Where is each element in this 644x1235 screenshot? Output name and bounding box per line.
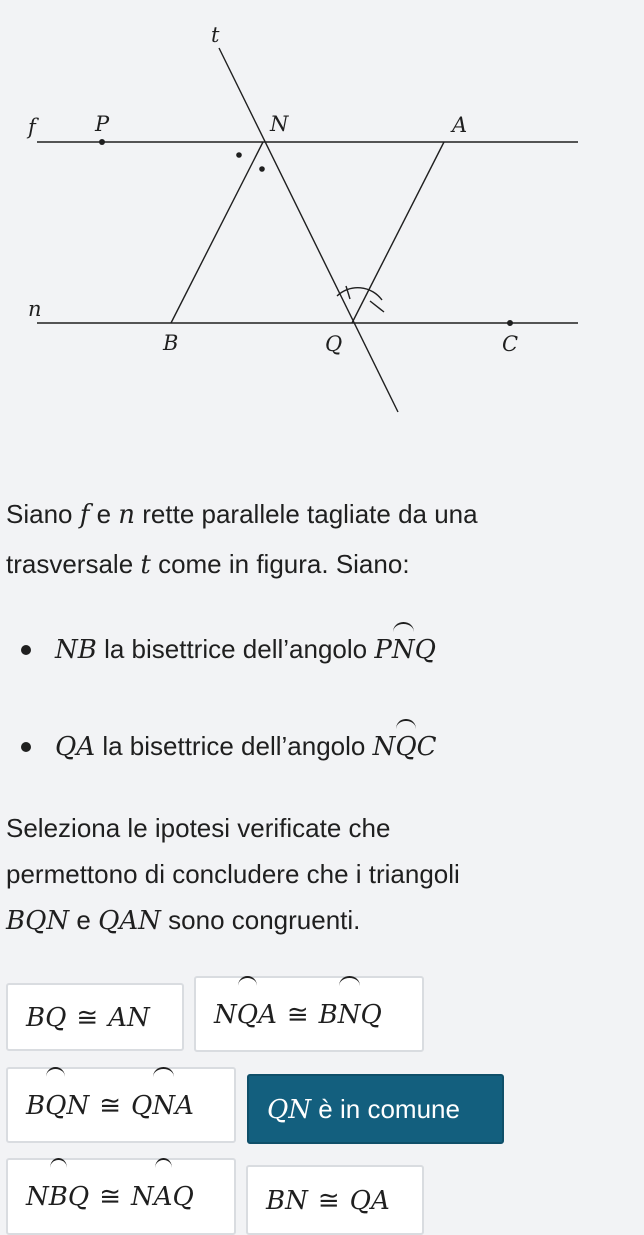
angle-dot-1 [236,152,242,158]
angle-point: Q [130,1091,153,1121]
segment-nb-label: NB [55,635,97,665]
segment-qa-label: QA [55,732,96,762]
angle-point: Q [67,1182,90,1212]
angle-vertex: Q [237,979,258,1051]
math-f: f [79,500,90,530]
option-bq-an[interactable] [6,983,184,1051]
angle-point: P [374,635,392,665]
angle-arc-q [337,288,382,300]
option-nbq-naq[interactable] [6,1158,236,1235]
geometry-figure [0,0,644,440]
label-q: Q [325,332,343,356]
angle-tick-2 [370,301,384,312]
list-item [0,624,644,674]
bisector-text: la bisettrice dell’angolo [96,634,375,664]
angle-tick-1 [346,286,350,299]
angle-point: N [130,1182,154,1212]
list-item [0,721,644,771]
intro-text-3: rette parallele tagliate da una [135,499,478,529]
angle-vertex: A [154,1161,173,1234]
intro-text-1: Siano [6,499,80,529]
intro-text-4: trasversale [6,549,141,579]
option-nqa-bnq[interactable] [194,976,424,1052]
angle-point: Q [172,1182,194,1212]
angle-point: B [26,1091,46,1121]
intro-text-2: e [89,499,119,529]
congruent-symbol: ≅ [317,1186,340,1216]
question-line-3 [6,897,636,944]
angle-nqc [373,732,437,762]
question-line-1: Seleziona le ipotesi verificate che [6,813,391,843]
angle-point: B [318,1000,338,1030]
line-t [219,48,398,412]
label-a: A [452,113,468,137]
label-p: P [95,112,110,136]
option-right: QA [349,1186,390,1216]
segment-nb [171,142,263,323]
option-left [214,1000,277,1030]
angle-vertex: Q [45,1070,66,1142]
math-n: n [118,500,136,530]
segment-qa [352,142,444,323]
angle-point: C [416,732,437,762]
angle-vertex: N [392,625,415,675]
label-n-point: N [270,112,289,136]
point-p [99,139,105,145]
congruent-symbol: ≅ [99,1091,121,1121]
angle-point: N [26,1182,49,1212]
bullet-dot [21,645,31,655]
segment-qn-label: QN [267,1095,312,1125]
angle-vertex: N [152,1070,175,1142]
option-right [319,1000,382,1030]
question-text-end: sono congruenti. [160,905,361,935]
angle-vertex: N [338,979,361,1051]
option-left [26,1091,89,1121]
label-n: n [28,297,42,321]
bisector-text: la bisettrice dell’angolo [95,731,373,761]
congruent-symbol: ≅ [99,1182,121,1212]
label-b: B [163,331,179,355]
label-c: C [502,332,519,356]
angle-point: N [372,732,396,762]
angle-pnq [374,635,436,665]
angle-point: N [66,1091,90,1121]
angle-vertex: B [49,1161,68,1234]
question-line-2: permettono di concludere che i triangoli [6,859,460,889]
list-item-text [55,721,437,772]
question-text [6,805,636,944]
congruent-symbol: ≅ [286,1000,309,1030]
intro-text-5: come in figura. Siano: [150,549,410,579]
option-right [131,1091,194,1121]
label-f: f [28,115,36,139]
math-t: t [140,550,151,580]
triangle-qan: QAN [98,906,161,936]
congruent-symbol: ≅ [76,1003,99,1033]
angle-point: A [175,1091,194,1121]
option-right: AN [108,1003,150,1033]
option-text: è in comune [311,1094,460,1124]
option-bn-qa[interactable] [246,1165,424,1235]
option-qn-in-comune[interactable] [247,1074,504,1144]
intro-text [6,490,636,590]
angle-point: Q [360,1000,382,1030]
option-right [131,1182,194,1212]
angle-dot-2 [259,166,265,172]
angle-vertex: Q [395,722,416,772]
intro-line-1 [6,490,636,540]
point-c [507,320,513,326]
option-left [26,1182,89,1212]
bullet-dot [21,742,31,752]
option-left: BN [266,1186,308,1216]
angle-point: A [258,1000,277,1030]
question-text-and: e [69,905,99,935]
label-t: t [211,23,220,47]
triangle-bqn: BQN [6,906,70,936]
list-item-text [55,624,436,675]
option-left: BQ [26,1003,67,1033]
angle-point: Q [414,635,436,665]
option-bqn-qna[interactable] [6,1067,236,1143]
intro-line-2 [6,540,636,590]
angle-point: N [214,1000,237,1030]
